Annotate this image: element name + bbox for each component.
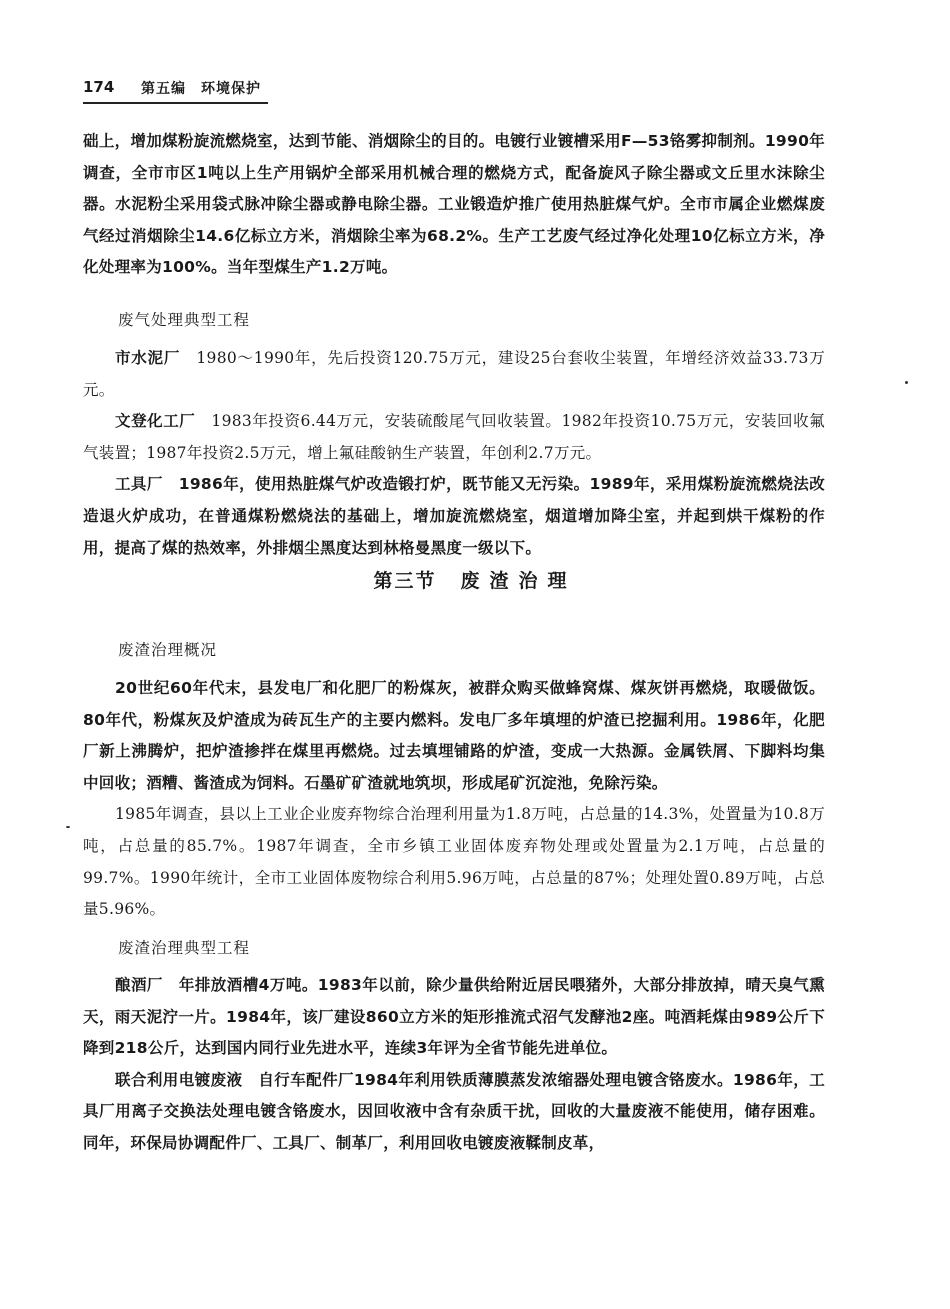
gas-projects-heading: 废气处理典型工程: [118, 311, 251, 329]
project-text: 1983年投资6.44万元，安装硫酸尾气回收装置。1982年投资10.75万元，安装回收氟气装置；1987年投资2.5万元，增上氟硅酸钠生产装置，年创利2.7万元。: [83, 412, 825, 462]
running-header: [83, 78, 268, 108]
project-text: 自行车配件厂1984年利用铁质薄膜蒸发浓缩器处理电镀含铬废水。1986年，工具厂用离子交换法处理电镀含铬废水，因回收液中含有杂质干扰，回收的大量废液不能使用，储存困难。同年，环保局协调配件厂、工具厂、制革厂，利用回收电镀废液鞣制皮革，: [83, 1070, 825, 1152]
overview-paragraph: 20世纪60年代末，县发电厂和化肥厂的粉煤灰，被群众购买做蜂窝煤、煤灰饼再燃烧，取暖做饭。80年代，粉煤灰及炉渣成为砖瓦生产的主要内燃料。发电厂多年填埋的炉渣已挖掘利用。1986年，化肥厂新上沸腾炉，把炉渣掺拌在煤里再燃烧。过去填埋铺路的炉渣，变成一大热源。金属铁屑、下脚料均集中回收；酒糟、酱渣成为饲料。石墨矿矿渣就地筑坝，形成尾矿沉淀池，免除污染。: [83, 679, 825, 792]
project-entry: [83, 343, 825, 406]
project-name: 文登化工厂: [115, 412, 196, 431]
slag-projects-heading: 废渣治理典型工程: [118, 939, 251, 957]
project-text: 1986年，使用热脏煤气炉改造锻打炉，既节能又无污染。1989年，采用煤粉旋流燃烧法改造退火炉成功，在普通煤粉燃烧法的基础上，增加旋流燃烧室，烟道增加降尘室，并起到烘干煤粉的作用，提高了煤的热效率，外排烟尘黑度达到林格曼黑度一级以下。: [83, 475, 826, 557]
project-name: 市水泥厂: [115, 349, 181, 367]
project-text: 1980～1990年，先后投资120.75万元，建设25台套收尘装置，年增经济效益33.73万元。: [83, 349, 825, 399]
overview-paragraph: 1985年调查，县以上工业企业废弃物综合治理利用量为1.8万吨，占总量的14.3%，处置量为10.8万吨，占总量的85.7%。1987年调查，全市乡镇工业固体废弃物处理或处置量为2.1万吨，占总量的99.7%。1990年统计，全市工业固体废物综合利用5.96万吨，占总量的87%；处理处置0.89万吨，占总量5.96%。: [83, 805, 825, 919]
running-title: 第五编 环境保护: [141, 81, 261, 97]
project-name: 工具厂: [115, 475, 163, 494]
gas-projects-list: [83, 343, 825, 564]
project-entry: [83, 406, 825, 469]
project-entry: [83, 970, 825, 1065]
section-title: [0, 566, 950, 593]
project-entry: [83, 1065, 825, 1160]
project-name: 联合利用电镀废液: [115, 1070, 243, 1089]
scan-speck: [905, 381, 908, 384]
section-name: 废渣治理: [460, 570, 577, 592]
scan-speck: [66, 826, 70, 828]
overview-body: [83, 673, 825, 926]
section-number: 第三节: [373, 570, 437, 592]
page-number: 174: [83, 78, 115, 96]
header-rule: [83, 102, 268, 104]
body-paragraph: 础上，增加煤粉旋流燃烧室，达到节能、消烟除尘的目的。电镀行业镀槽采用F—53铬雾抑制剂。1990年调查，全市市区1吨以上生产用锅炉全部采用机械合理的燃烧方式，配备旋风子除尘器或文丘里水沫除尘器。水泥粉尘采用袋式脉冲除尘器或静电除尘器。工业锻造炉推广使用热脏煤气炉。全市市属企业燃煤废气经过消烟除尘14.6亿标立方米，消烟除尘率为68.2%。生产工艺废气经过净化处理10亿标立方米，净化处理率为100%。当年型煤生产1.2万吨。: [83, 132, 825, 277]
overview-heading: 废渣治理概况: [118, 641, 218, 659]
project-text: 年排放酒槽4万吨。1983年以前，除少量供给附近居民喂猪外，大部分排放掉，晴天臭气熏天，雨天泥泞一片。1984年，该厂建设860立方米的矩形推流式沼气发酵池2座。吨酒耗煤由989公斤下降到218公斤，达到国内同行业先进水平，连续3年评为全省节能先进单位。: [83, 976, 825, 1058]
project-name: 酿酒厂: [115, 976, 163, 994]
gas-treatment-continued: [83, 126, 825, 284]
slag-projects-list: [83, 970, 825, 1160]
project-entry: [83, 469, 825, 564]
